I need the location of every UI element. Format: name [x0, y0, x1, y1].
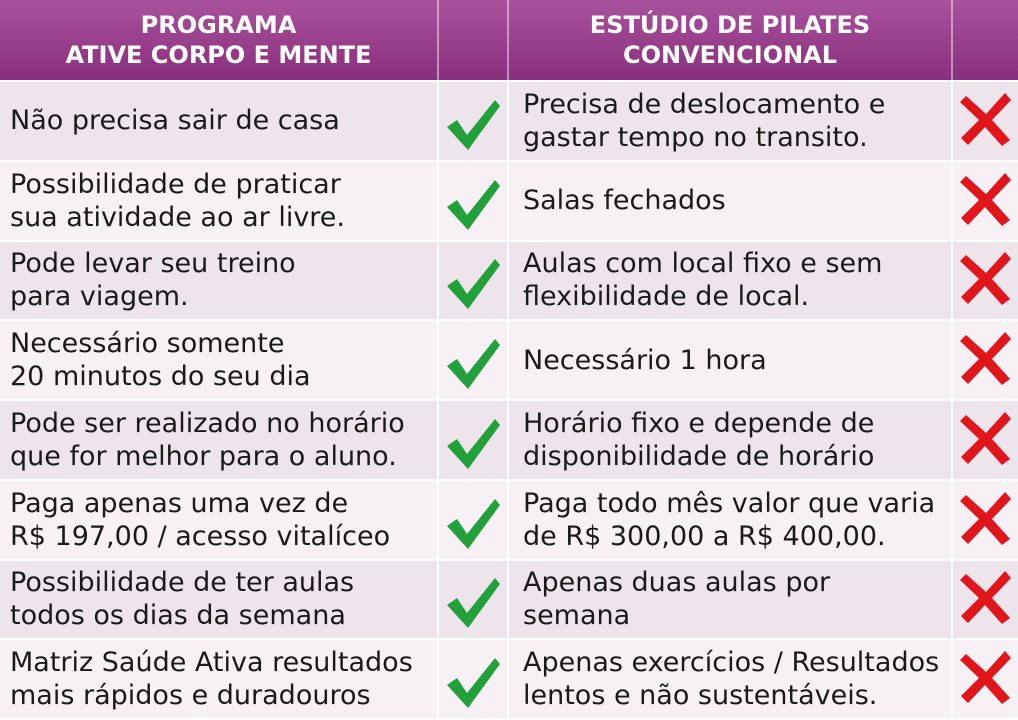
program-feature-cell: [0, 481, 439, 559]
studio-feature-text: [523, 646, 951, 712]
studio-feature-cell: [509, 561, 953, 639]
check-icon: [443, 253, 503, 317]
cross-icon: [958, 249, 1014, 311]
program-feature-line: todos os dias da semana: [10, 600, 346, 632]
cross-icon: [958, 489, 1014, 551]
studio-feature-line: Aulas com local fixo e sem: [523, 248, 883, 280]
program-mark-cell: [439, 321, 509, 399]
program-feature-line: Possibilidade de ter aulas: [10, 567, 355, 599]
header-program: [0, 0, 439, 80]
studio-feature-line: disponibilidade de horário: [523, 440, 875, 472]
table-row: [0, 640, 1018, 720]
check-icon: [443, 652, 503, 716]
table-row: [0, 242, 1018, 322]
check-icon: [443, 572, 503, 636]
program-feature-text: [10, 247, 437, 313]
studio-feature-line: gastar tempo no transito.: [523, 121, 868, 153]
program-feature-text: [10, 646, 437, 712]
cross-icon: [958, 329, 1014, 391]
program-feature-line: que for melhor para o aluno.: [10, 440, 397, 472]
cross-icon: [958, 90, 1014, 152]
program-feature-line: Possibilidade de praticar: [10, 168, 341, 200]
studio-feature-cell: [509, 82, 953, 160]
studio-mark-cell: [953, 640, 1018, 718]
table-row: [0, 162, 1018, 242]
studio-feature-cell: [509, 321, 953, 399]
studio-mark-cell: [953, 561, 1018, 639]
studio-feature-text: [523, 407, 951, 473]
studio-feature-cell: [509, 481, 953, 559]
header-program-line1: PROGRAMA: [140, 11, 297, 39]
studio-mark-cell: [953, 401, 1018, 479]
studio-feature-text: [523, 344, 951, 377]
check-icon: [443, 333, 503, 397]
program-feature-text: [10, 327, 437, 393]
studio-feature-line: Salas fechados: [523, 185, 726, 217]
check-icon: [443, 174, 503, 238]
program-feature-cell: [0, 561, 439, 639]
studio-feature-cell: [509, 162, 953, 240]
program-feature-line: Paga apenas uma vez de: [10, 487, 349, 519]
studio-feature-line: Horário fixo e depende de: [523, 407, 875, 439]
program-mark-cell: [439, 640, 509, 718]
table-header: [0, 0, 1018, 82]
studio-feature-text: [523, 487, 951, 553]
header-program-mark-column: [439, 0, 509, 80]
header-studio: [509, 0, 953, 80]
header-program-line2: ATIVE CORPO E MENTE: [65, 41, 372, 69]
program-mark-cell: [439, 481, 509, 559]
cross-icon: [958, 170, 1014, 232]
program-feature-cell: [0, 640, 439, 718]
program-feature-text: [10, 407, 437, 473]
check-icon: [443, 94, 503, 158]
program-mark-cell: [439, 82, 509, 160]
check-icon: [443, 413, 503, 477]
cross-icon: [958, 568, 1014, 630]
studio-feature-line: Necessário 1 hora: [523, 344, 767, 376]
program-mark-cell: [439, 561, 509, 639]
studio-feature-line: de R$ 300,00 a R$ 400,00.: [523, 520, 886, 552]
program-feature-line: Necessário somente: [10, 328, 285, 360]
program-feature-line: Pode ser realizado no horário: [10, 407, 405, 439]
program-feature-cell: [0, 321, 439, 399]
studio-feature-line: Paga todo mês valor que varia: [523, 487, 936, 519]
studio-mark-cell: [953, 162, 1018, 240]
program-feature-line: R$ 197,00 / acesso vitalíceo: [10, 520, 391, 552]
program-feature-cell: [0, 242, 439, 320]
table-row: [0, 481, 1018, 561]
header-studio-line2: CONVENCIONAL: [622, 41, 838, 69]
studio-mark-cell: [953, 321, 1018, 399]
program-feature-line: mais rápidos e duradouros: [10, 680, 371, 712]
program-feature-line: Pode levar seu treino: [10, 248, 296, 280]
studio-feature-line: flexibilidade de local.: [523, 281, 810, 313]
program-feature-line: sua atividade ao ar livre.: [10, 201, 345, 233]
table-row: [0, 321, 1018, 401]
studio-feature-text: [523, 88, 951, 154]
studio-feature-cell: [509, 640, 953, 718]
program-feature-text: [10, 168, 437, 234]
program-feature-cell: [0, 82, 439, 160]
program-mark-cell: [439, 162, 509, 240]
program-feature-line: 20 minutos do seu dia: [10, 361, 311, 393]
program-mark-cell: [439, 401, 509, 479]
program-feature-line: para viagem.: [10, 281, 189, 313]
program-feature-text: [10, 104, 437, 137]
program-mark-cell: [439, 242, 509, 320]
cross-icon: [958, 648, 1014, 710]
studio-mark-cell: [953, 82, 1018, 160]
studio-feature-cell: [509, 242, 953, 320]
studio-feature-line: Apenas duas aulas por: [523, 567, 831, 599]
program-feature-line: Não precisa sair de casa: [10, 105, 340, 137]
check-icon: [443, 493, 503, 557]
header-studio-mark-column: [953, 0, 1018, 80]
studio-feature-line: Apenas exercícios / Resultados: [523, 647, 940, 679]
header-studio-line1: ESTÚDIO DE PILATES: [589, 11, 871, 39]
studio-feature-line: Precisa de deslocamento e: [523, 88, 886, 120]
program-feature-line: Matriz Saúde Ativa resultados: [10, 647, 413, 679]
studio-feature-text: [523, 566, 951, 632]
program-feature-text: [10, 566, 437, 632]
studio-feature-text: [523, 247, 951, 313]
table-row: [0, 561, 1018, 641]
program-feature-cell: [0, 401, 439, 479]
studio-mark-cell: [953, 481, 1018, 559]
studio-feature-line: lentos e não sustentáveis.: [523, 680, 878, 712]
studio-feature-cell: [509, 401, 953, 479]
studio-mark-cell: [953, 242, 1018, 320]
studio-feature-line: semana: [523, 600, 631, 632]
table-row: [0, 401, 1018, 481]
program-feature-text: [10, 487, 437, 553]
program-feature-cell: [0, 162, 439, 240]
studio-feature-text: [523, 184, 951, 217]
table-row: [0, 82, 1018, 162]
cross-icon: [958, 409, 1014, 471]
